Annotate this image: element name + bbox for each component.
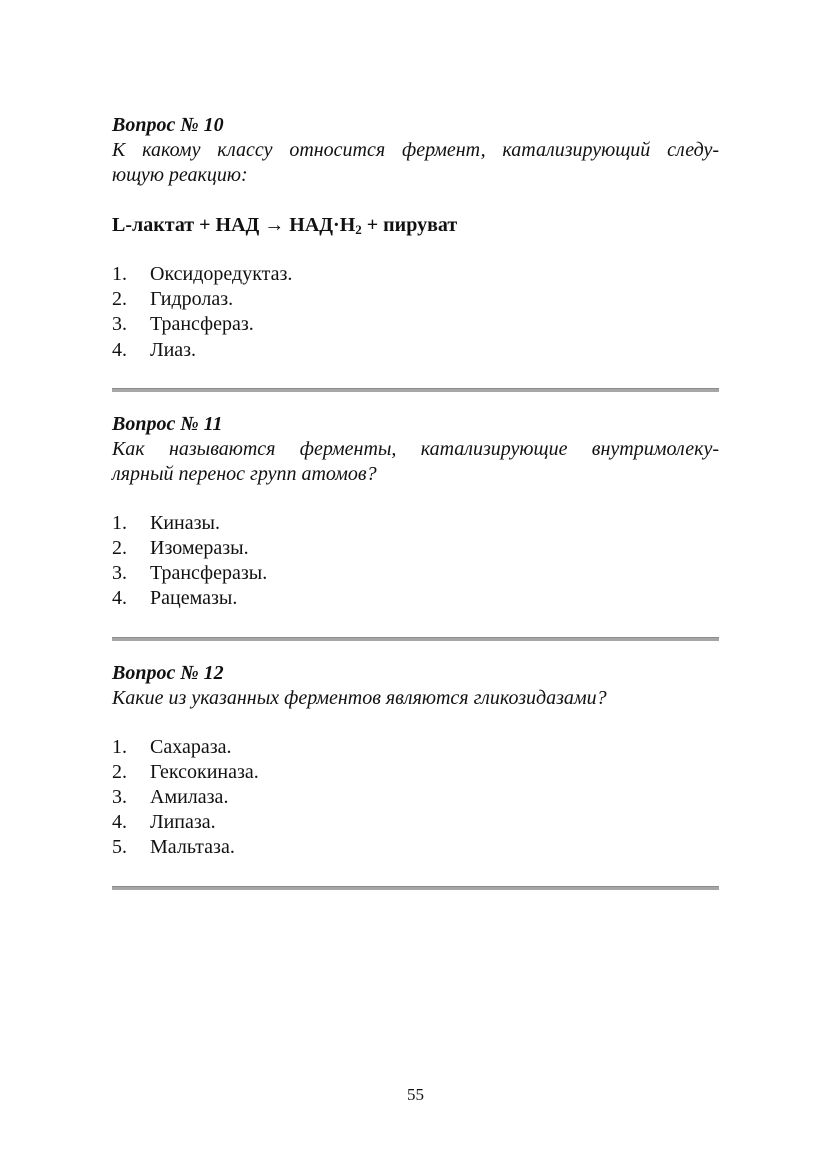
option-number: 2. <box>112 760 127 783</box>
option-number: 1. <box>112 735 127 758</box>
answer-option <box>112 586 719 611</box>
answer-option <box>112 511 719 536</box>
option-text: Гидролаз. <box>150 288 234 311</box>
option-text: Липаза. <box>150 811 216 834</box>
answer-option <box>112 536 719 561</box>
formula-subscript: 2 <box>355 222 362 237</box>
option-text: Киназы. <box>150 511 220 534</box>
option-text: Амилаза. <box>150 786 229 809</box>
section-divider <box>112 886 719 890</box>
option-number: 4. <box>112 811 127 834</box>
section-divider <box>112 637 719 641</box>
option-number: 4. <box>112 338 127 361</box>
option-text: Рацемазы. <box>150 587 238 610</box>
reaction-formula <box>112 212 719 238</box>
option-number: 2. <box>112 537 127 560</box>
option-text: Гексокиназа. <box>150 760 259 783</box>
option-text: Трансфераз. <box>150 313 254 336</box>
question-text <box>112 437 719 487</box>
answer-option <box>112 760 719 785</box>
option-text: Изомеразы. <box>150 537 249 560</box>
answer-option <box>112 835 719 860</box>
page-content <box>112 112 719 890</box>
answer-option <box>112 312 719 337</box>
question-12 <box>112 660 719 861</box>
question-10 <box>112 112 719 363</box>
answer-option <box>112 785 719 810</box>
question-text <box>112 138 719 188</box>
question-text <box>112 686 719 711</box>
option-number: 1. <box>112 263 127 285</box>
option-number: 3. <box>112 562 127 585</box>
answer-option <box>112 262 719 287</box>
page-number: 55 <box>407 1085 424 1104</box>
option-number: 3. <box>112 786 127 809</box>
question-text-line: Как называются ферменты, катализирующие внутримолеку- <box>112 437 719 460</box>
answer-options <box>112 262 719 363</box>
formula-part: L-лактат + НАД → НАД·Н <box>112 214 356 236</box>
answer-option <box>112 338 719 363</box>
option-text: Сахараза. <box>150 735 232 758</box>
answer-options <box>112 735 719 861</box>
option-text: Трансферазы. <box>150 562 268 585</box>
answer-option <box>112 735 719 760</box>
question-title: Вопрос № 10 <box>112 114 224 136</box>
question-text-line: Какие из указанных ферментов являются гликозидазами? <box>112 686 607 709</box>
option-number: 1. <box>112 511 127 534</box>
question-11 <box>112 411 719 612</box>
section-divider <box>112 388 719 392</box>
answer-options <box>112 511 719 612</box>
answer-option <box>112 561 719 586</box>
option-number: 3. <box>112 313 127 336</box>
option-text: Мальтаза. <box>150 836 235 859</box>
formula-part: + пируват <box>361 214 458 236</box>
option-text: Лиаз. <box>150 338 197 361</box>
option-text: Оксидоредуктаз. <box>150 263 293 285</box>
answer-option <box>112 810 719 835</box>
question-text-line: ющую реакцию: <box>112 164 248 186</box>
option-number: 4. <box>112 587 127 610</box>
question-text-line: К какому классу относится фермент, катализирующий следу- <box>112 139 719 161</box>
question-text-line: лярный перенос групп атомов? <box>112 462 377 485</box>
option-number: 2. <box>112 288 127 311</box>
question-title: Вопрос № 12 <box>112 661 224 684</box>
option-number: 5. <box>112 836 127 859</box>
question-title: Вопрос № 11 <box>112 412 223 435</box>
answer-option <box>112 287 719 312</box>
